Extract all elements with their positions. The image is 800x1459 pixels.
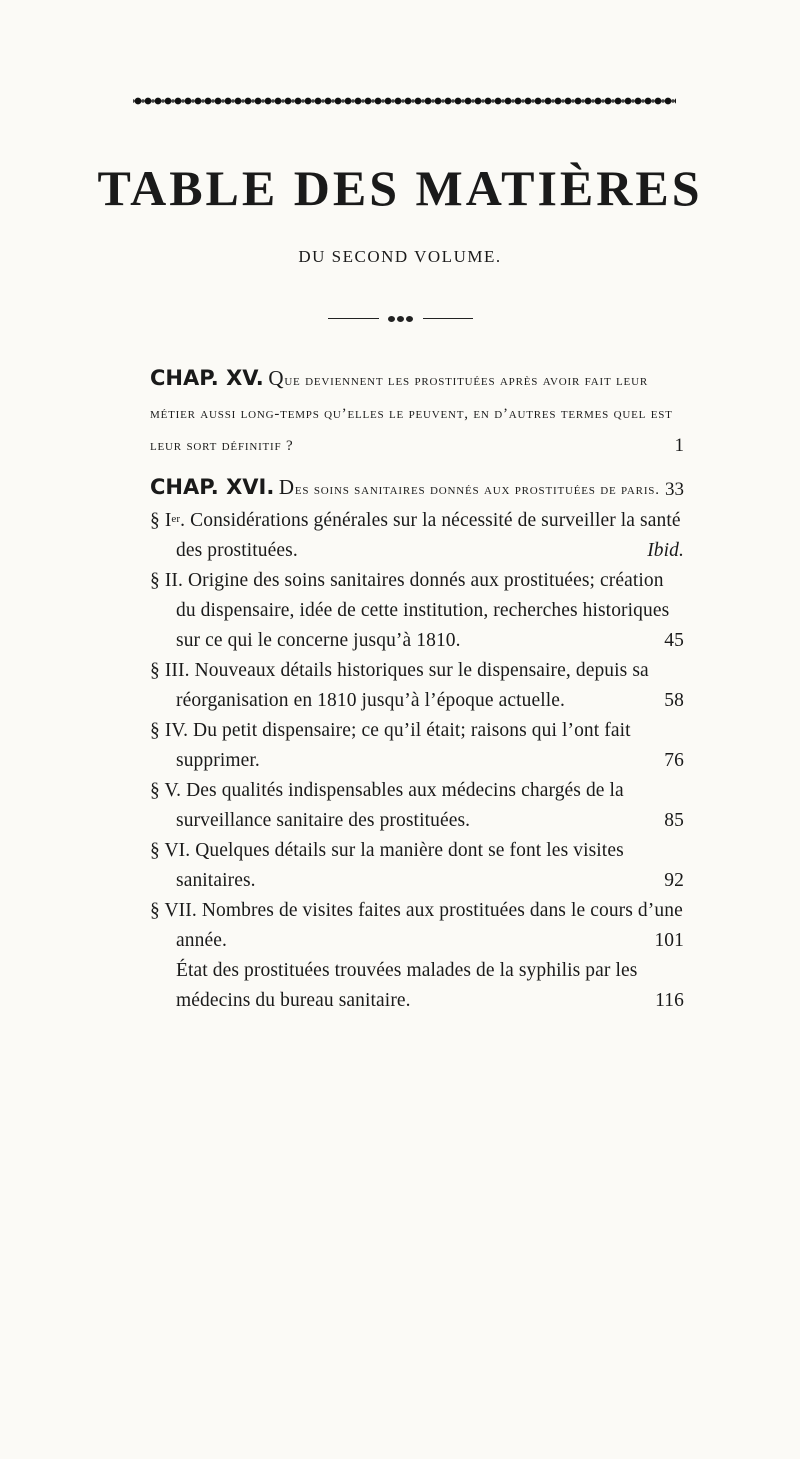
section-number: § III. [150, 660, 190, 681]
section-title: Nouveaux détails historiques sur le dispensaire, depuis sa réorganisation en 1810 jusqu’à l’époque actuelle. [176, 660, 649, 711]
chapter-initial: Q [268, 366, 285, 390]
page-number: 1 [674, 435, 684, 456]
top-ornament-rule [133, 96, 676, 106]
page-number: Ibid. [647, 540, 684, 561]
section-number: § IV. [150, 720, 189, 741]
toc-section-5 [150, 776, 684, 836]
toc-chapter-xv [150, 362, 684, 463]
section-title: Nombres de visites faites aux prostituées dans le cours d’une année. [176, 900, 683, 951]
chapter-initial: D [278, 474, 295, 499]
toc-section-1 [150, 506, 684, 566]
page-number: 85 [664, 810, 684, 831]
toc-subentry [176, 956, 684, 1016]
section-number: § VII. [150, 900, 197, 921]
toc-chapter-xvi [150, 471, 684, 507]
toc-section-3 [150, 656, 684, 716]
toc-section-4 [150, 716, 684, 776]
chapter-title: ue deviennent les prostituées après avoir fait leur métier aussi long-temps qu’elles le peuvent, en d’autres termes quel est leur sort définitif ? [150, 373, 673, 454]
toc-section-2 [150, 566, 684, 656]
page-subtitle: DU SECOND VOLUME. [298, 247, 502, 266]
section-number: § II. [150, 570, 183, 591]
section-title: Quelques détails sur la manière dont se font les visites sanitaires. [176, 840, 624, 891]
ornamental-divider [328, 315, 473, 323]
page-number: 92 [664, 870, 684, 891]
page-number: 76 [664, 750, 684, 771]
section-title: Du petit dispensaire; ce qu’il était; raisons qui l’ont fait supprimer. [176, 720, 631, 771]
section-number: § VI. [150, 840, 191, 861]
section-title: . Considérations générales sur la nécessité de surveiller la santé des prostituées. [176, 510, 681, 561]
section-title: Origine des soins sanitaires donnés aux prostituées; création du dispensaire, idée de cette institution, recherches historiques sur ce qui le concerne jusqu’à 1810. [176, 570, 670, 651]
page-number: 45 [664, 630, 684, 651]
table-of-contents [150, 362, 684, 1016]
page-number: 116 [655, 990, 684, 1011]
section-title: Des qualités indispensables aux médecins chargés de la surveillance sanitaire des prostituées. [176, 780, 624, 831]
page-number: 101 [654, 930, 684, 951]
section-number: § V. [150, 780, 182, 801]
page-title: TABLE DES MATIÈRES [97, 160, 703, 216]
page-number: 33 [665, 478, 684, 500]
section-number: § I [150, 510, 172, 531]
toc-section-6 [150, 836, 684, 896]
page-number: 58 [664, 690, 684, 711]
toc-section-7 [150, 896, 684, 956]
chapter-title: es soins sanitaires donnés aux prostituées de paris. [294, 481, 660, 498]
section-title: État des prostituées trouvées malades de la syphilis par les médecins du bureau sanitaire. [176, 960, 638, 1011]
section-number-sup: er [171, 513, 181, 525]
chapter-label: CHAP. XV. [150, 366, 264, 390]
chapter-label: CHAP. XVI. [150, 474, 275, 499]
